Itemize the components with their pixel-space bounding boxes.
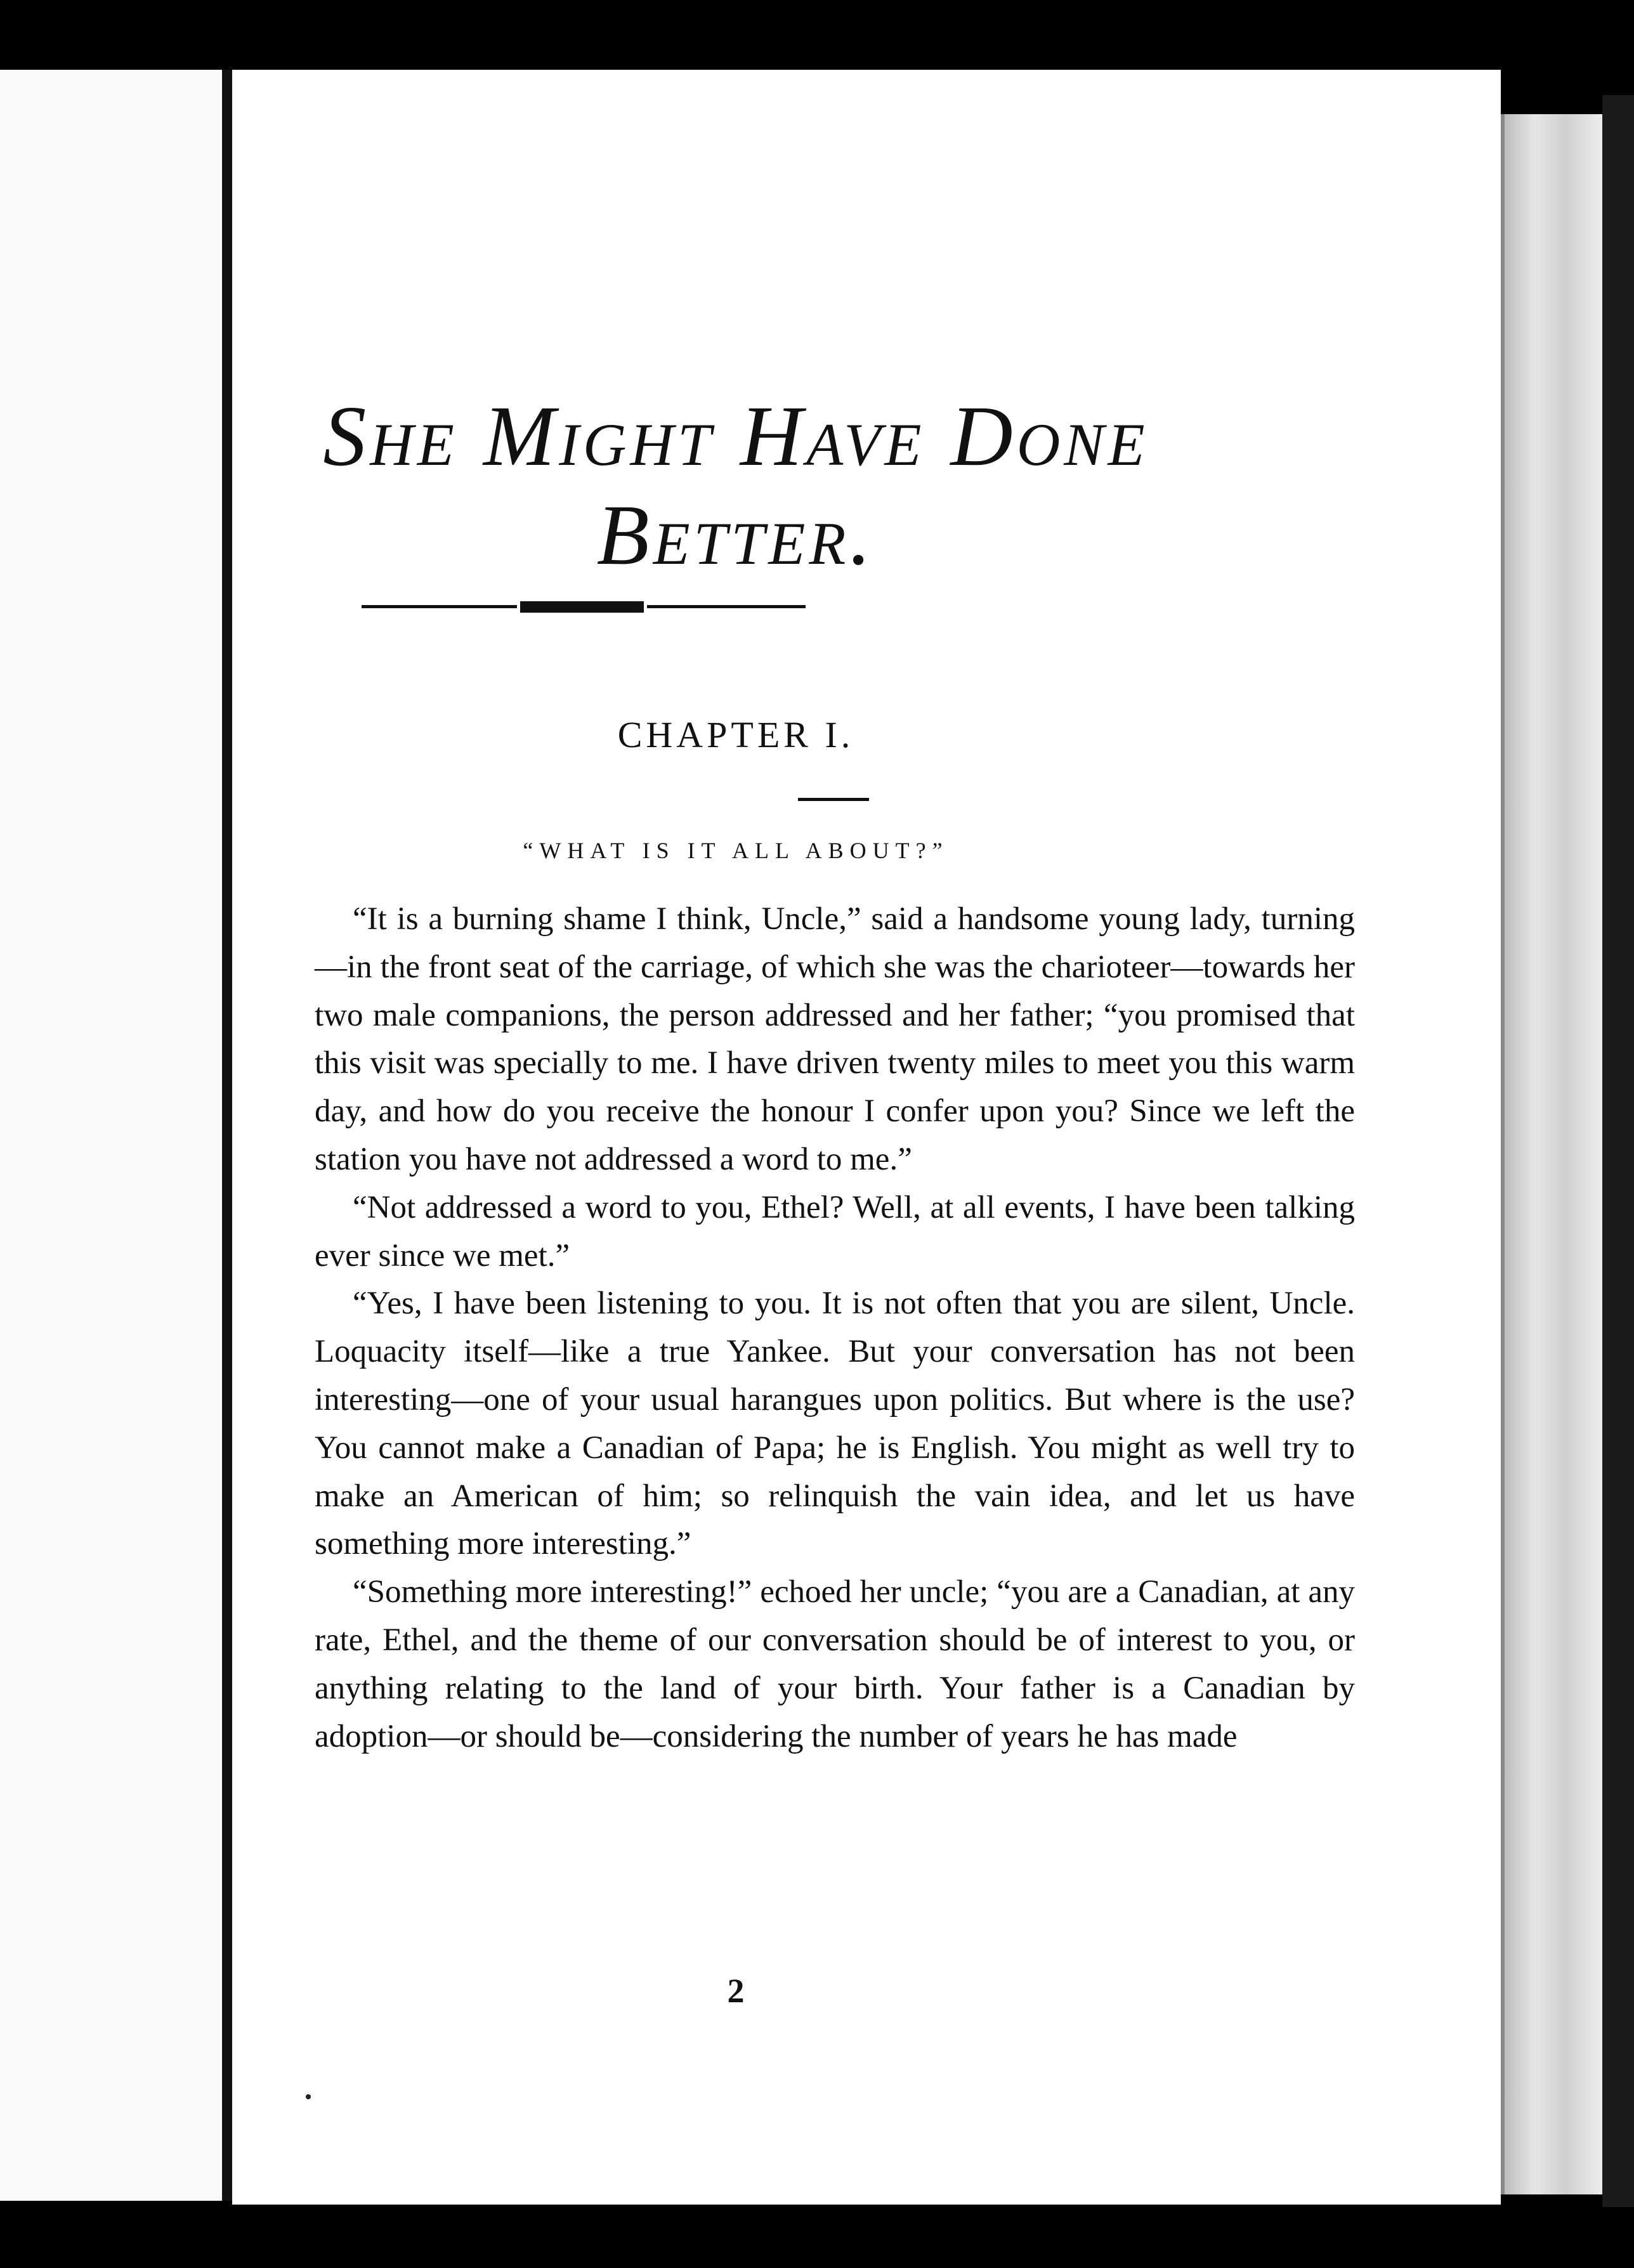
ornament-thick-center — [520, 601, 644, 613]
facing-page-edge — [0, 70, 222, 2201]
scan-speck — [306, 2094, 311, 2099]
page-fore-edge — [1501, 114, 1606, 2194]
chapter-heading: CHAPTER I. — [617, 714, 854, 755]
page-number: 2 — [727, 1972, 745, 2010]
body-text — [315, 896, 1355, 1761]
ornament-thin-right — [647, 605, 806, 608]
paragraph: “Not addressed a word to you, Ethel? Well, at all events, I have been talking ever since we met.” — [315, 1189, 1355, 1274]
chapter-subtitle: “WHAT IS IT ALL ABOUT?” — [523, 838, 949, 863]
paragraph: “Yes, I have been listening to you. It is not often that you are silent, Uncle. Loquacity itself—like a true Yankee. But your conversation has not been interesting—one of your usual harangues upon politics. But where is the use? You cannot make a Canadian of Papa; he is English. You might as well try to make an American of him; so relinquish the vain idea, and let us have something more interesting.” — [315, 1286, 1355, 1562]
book-title: She Might Have Done Better. — [323, 389, 1149, 583]
paragraph: “It is a burning shame I think, Uncle,” said a handsome young lady, turning—in the front seat of the carriage, of which she was the charioteer—towards her two male companions, the person addressed and her father; “you promised that this visit was specially to me. I have driven twenty miles to meet you this warm day, and how do you receive the honour I confer upon you? Since we left the station you have not addressed a word to me.” — [315, 901, 1355, 1177]
ornament-thin-left — [362, 605, 517, 608]
chapter-rule — [798, 798, 869, 801]
title-ornament-rule — [362, 601, 806, 614]
scan-border — [1602, 95, 1634, 2207]
paragraph: “Something more interesting!” echoed her uncle; “you are a Canadian, at any rate, Ethel, and the theme of our conversation should be of interest to you, or anything relating to the land of your birth. Your father is a Canadian by adoption—or should be—considering the number of years he has made — [315, 1574, 1355, 1754]
book-gutter — [222, 70, 232, 2201]
